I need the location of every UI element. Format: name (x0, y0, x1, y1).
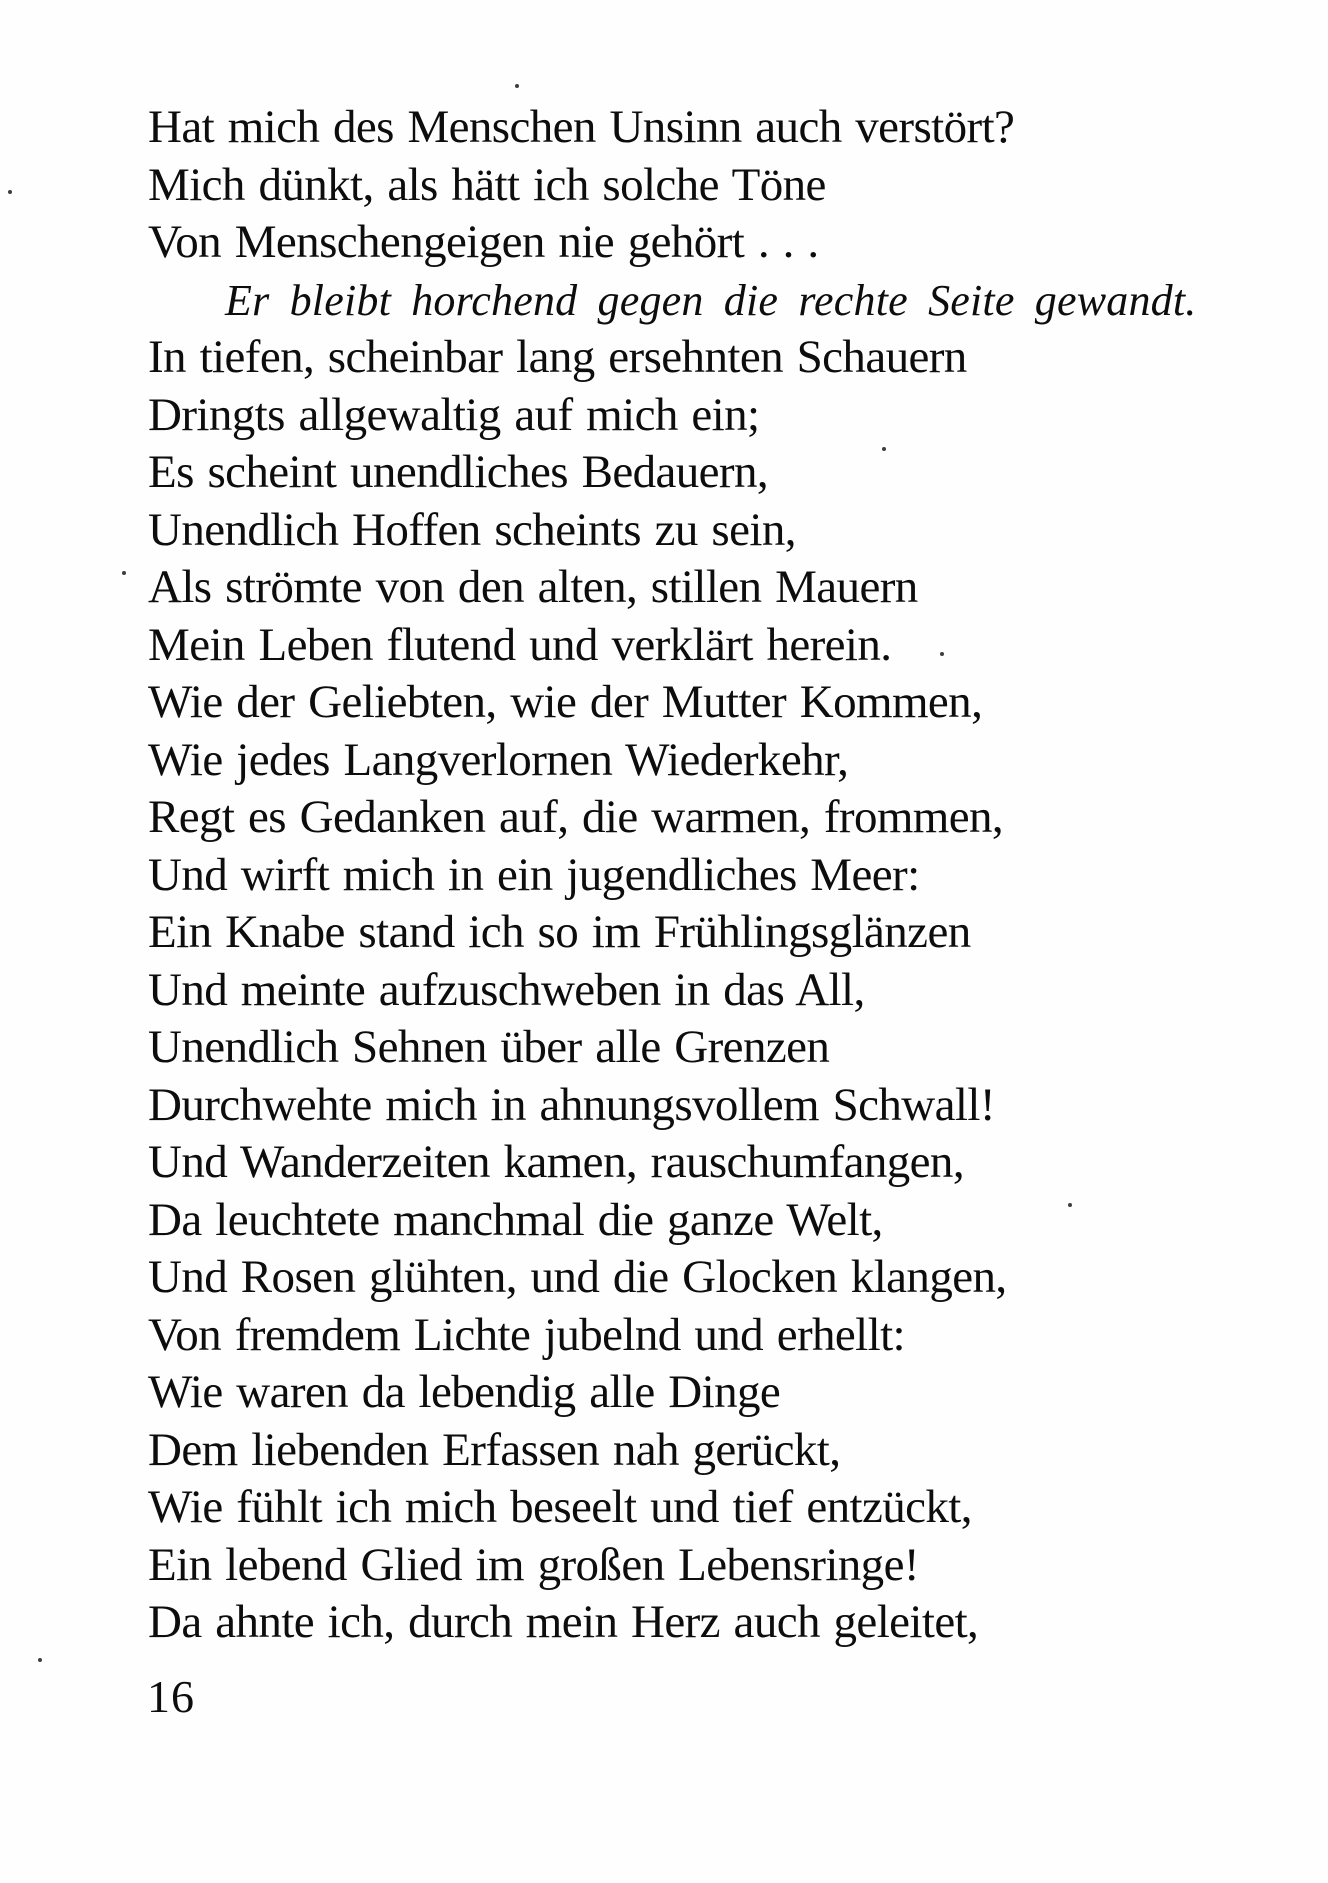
poem-line: Es scheint unendliches Bedauern, (148, 446, 769, 498)
poem-line: Unendlich Hoffen scheints zu sein, (148, 503, 796, 556)
poem-line: Von fremdem Lichte jubelnd und erhellt: (148, 1308, 906, 1361)
poem-line: Und Wanderzeiten kamen, rauschumfangen, (148, 1136, 964, 1188)
page-number: 16 (147, 1671, 195, 1722)
poem-line: Unendlich Sehnen über alle Grenzen (148, 1021, 830, 1073)
scan-speck (515, 84, 519, 88)
poem-line: Wie jedes Langverlornen Wiederkehr, (148, 733, 849, 786)
poem (148, 99, 1248, 1652)
poem-line: Wie der Geliebten, wie der Mutter Kommen, (148, 676, 983, 728)
poem-line: Von Menschengeigen nie gehört . . . (148, 216, 819, 268)
poem-line: Mich dünkt, als hätt ich solche Töne (148, 158, 826, 211)
poem-line: Hat mich des Menschen Unsinn auch verstört? (148, 101, 1015, 153)
poem-line: Als strömte von den alten, stillen Mauern (148, 561, 918, 613)
poem-line: Dringts allgewaltig auf mich ein; (148, 388, 760, 441)
poem-line: Regt es Gedanken auf, die warmen, frommen, (148, 791, 1004, 843)
poem-line: Und Rosen glühten, und die Glocken klangen, (148, 1251, 1007, 1303)
poem-line: Da leuchtete manchmal die ganze Welt, (148, 1193, 883, 1246)
poem-line: In tiefen, scheinbar lang ersehnten Schauern (148, 331, 967, 383)
poem-line: Und meinte aufzuschweben in das All, (148, 963, 865, 1016)
poem-line: Mein Leben flutend und verklärt herein. (148, 618, 892, 671)
poem-line: Da ahnte ich, durch mein Herz auch geleitet, (148, 1596, 979, 1648)
poem-line: Dem liebenden Erfassen nah gerückt, (148, 1423, 841, 1476)
scan-speck (940, 652, 944, 656)
poem-line: Wie fühlt ich mich beseelt und tief entzückt, (148, 1481, 972, 1533)
stage-direction-line: Er bleibt horchend gegen die rechte Seite gewandt. (225, 275, 1197, 325)
poem-line: Ein Knabe stand ich so im Frühlingsglänzen (148, 906, 971, 958)
scan-speck (1068, 1203, 1072, 1207)
scan-speck (122, 571, 126, 575)
poem-line: Und wirft mich in ein jugendliches Meer: (148, 848, 920, 901)
poem-line: Ein lebend Glied im großen Lebensringe! (148, 1538, 919, 1591)
poem-line: Durchwehte mich in ahnungsvollem Schwall! (148, 1078, 995, 1131)
poem-line: Wie waren da lebendig alle Dinge (148, 1366, 781, 1418)
scan-speck (8, 190, 12, 194)
scan-speck (882, 447, 886, 451)
scan-speck (38, 1658, 42, 1662)
